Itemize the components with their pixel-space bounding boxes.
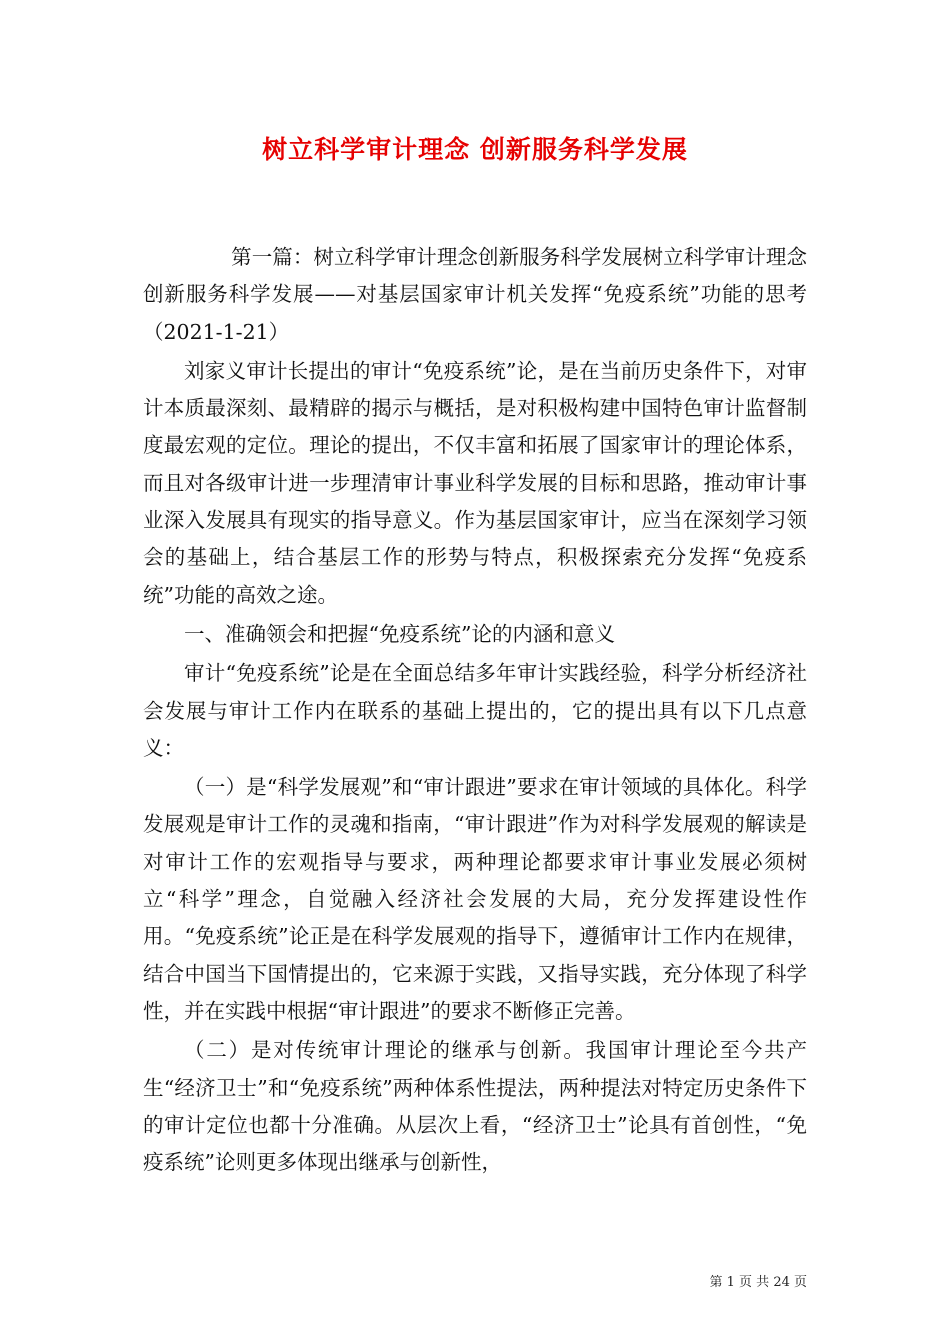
paragraph-1: 刘家义审计长提出的审计“免疫系统”论，是在当前历史条件下，对审计本质最深刻、最精辟的揭示与概括，是对积极构建中国特色审计监督制度最宏观的定位。理论的提出，不仅丰富和拓展了国家审计的理论体系，而且对各级审计进一步理清审计事业科学发展的目标和思路，推动审计事业深入发展具有现实的指导意义。作为基层国家审计，应当在深刻学习领会的基础上，结合基层工作的形势与特点，积极探索充分发挥“免疫系统”功能的高效之途。: [143, 358, 807, 607]
paragraph-3: （一）是“科学发展观”和“审计跟进”要求在审计领域的具体化。科学发展观是审计工作的灵魂和指南，“审计跟进”作为对科学发展观的解读是对审计工作的宏观指导与要求，两种理论都要求审计事业发展必须树立“科学”理念，自觉融入经济社会发展的大局，充分发挥建设性作用。“免疫系统”论正是在科学发展观的指导下，遵循审计工作内在规律，结合中国当下国情提出的，它来源于实践，又指导实践，充分体现了科学性，并在实践中根据“审计跟进”的要求不断修正完善。: [143, 775, 807, 1023]
page-number-footer: 第 1 页 共 24 页: [709, 1275, 807, 1290]
document-body: [143, 239, 807, 1181]
paragraph-2: 审计“免疫系统”论是在全面总结多年审计实践经验，科学分析经济社会发展与审计工作内在联系的基础上提出的，它的提出具有以下几点意义：: [143, 661, 807, 760]
section-heading-1: 一、准确领会和把握“免疫系统”论的内涵和意义: [184, 621, 615, 646]
paragraph-4: （二）是对传统审计理论的继承与创新。我国审计理论至今共产生“经济卫士”和“免疫系统”两种体系性提法，两种提法对特定历史条件下的审计定位也都十分准确。从层次上看，“经济卫士”论具有首创性，“免疫系统”论则更多体现出继承与创新性，: [143, 1038, 807, 1175]
paragraph-intro: 第一篇：树立科学审计理念创新服务科学发展树立科学审计理念创新服务科学发展——对基层国家审计机关发挥“免疫系统”功能的思考（2021-1-21）: [143, 245, 807, 344]
document-title: 树立科学审计理念 创新服务科学发展: [262, 135, 688, 164]
